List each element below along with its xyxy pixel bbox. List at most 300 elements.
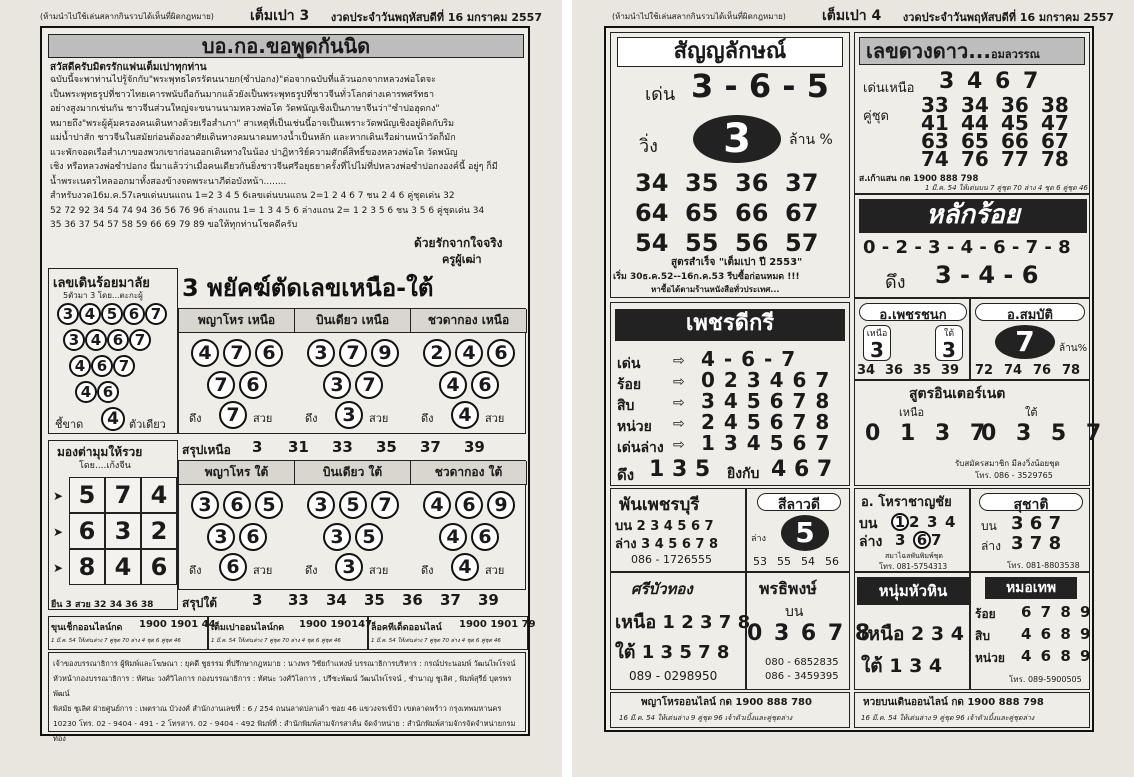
malai-chikhat: ชี้ขาด xyxy=(55,418,84,431)
grid-footer: ยืน 3 สวย 32 34 36 38 xyxy=(51,600,154,610)
petch-south-digit: 3 xyxy=(942,338,956,362)
lakroi-sequence: 0 - 2 - 3 - 4 - 6 - 7 - 8 xyxy=(863,237,1071,258)
tiger-digit: 7 xyxy=(355,371,383,399)
tiger-digit: 3 xyxy=(307,339,335,367)
sri-title: ศรีบัวทอง xyxy=(631,580,693,598)
text-line: ฉบับนี้จะพาท่านไปรู้จักกับ"พระพุทธไตรรัตนนายก(ซำปอกง)"ต่อจากฉบับที่แล้วนอกจากหลวงพ่อโตจะ xyxy=(50,75,436,85)
sanya-box xyxy=(610,32,850,298)
text-line: เชิง หรือหลวงพ่อซำปอกง นี่มาแล้วว่าเมื่อคนเดียวกันยิ่งชาวจีนศรีอยุธยาครั้งที่ไปไม่ที่ปหลวงพ่อซำปอกงองค์นี้ อยู่ๆ ก็มี xyxy=(50,162,498,172)
malai-digit: 3 xyxy=(57,303,79,325)
petch-number: 36 xyxy=(885,363,904,378)
signature-name: ครูผู้เฒ่า xyxy=(442,253,482,266)
sanya-promo-3: หาซื้อได้ตามร้านหนังสือทั่วประเทศ... xyxy=(651,285,780,294)
malai-box xyxy=(48,268,178,434)
intro-paragraph xyxy=(50,73,526,233)
phet-row-value: 4 - 6 - 7 xyxy=(701,347,797,371)
horat-note: สมาไฉลพันพิมพ์ชุด xyxy=(885,552,943,560)
summary-number: 39 xyxy=(478,591,499,609)
tiger-digit: 6 xyxy=(471,523,499,551)
tiger-ding-label: ดึง xyxy=(189,412,202,425)
arrow-icon: ⇨ xyxy=(673,437,685,453)
mor-tel: โทร. 089-5900505 xyxy=(1009,675,1082,684)
tiger-digit: 6 xyxy=(223,491,251,519)
header-disclaimer: (ห้ามนำไปใช้เล่นสลากกินรวบได้เห็นที่ผิดกฎหมาย) xyxy=(612,12,786,21)
phet-row-label: ร้อย xyxy=(617,377,642,393)
row-arrow-icon: ➤ xyxy=(53,489,64,503)
tiger-ding-digit: 4 xyxy=(451,553,479,581)
summary-number: 37 xyxy=(440,591,461,609)
ad-number: 1900 1901 44 xyxy=(139,619,216,630)
tiger-ding-label: ดึง xyxy=(305,564,318,577)
tiger-suay-label: สวย xyxy=(253,564,273,577)
malai-digit: 6 xyxy=(107,329,129,351)
dao-pair-number: 33 xyxy=(921,93,949,117)
phan-tel: 086 - 1726555 xyxy=(631,553,712,566)
sanya-den-label: เด่น xyxy=(645,84,676,105)
header-date: งวดประจำวันพฤหัสบดีที่ 16 มกราคม 2557 xyxy=(902,11,1114,24)
prom-title: พรธิพงษ์ xyxy=(759,579,817,598)
tiger-digit: 7 xyxy=(207,371,235,399)
tiger-digit: 6 xyxy=(239,371,267,399)
phan-title: พันเพชรบุรี xyxy=(619,495,700,515)
ad-box xyxy=(368,616,536,650)
tiger-digit: 3 xyxy=(323,371,351,399)
horat-lang-label: ล่าง xyxy=(859,534,883,550)
tiger-digit: 5 xyxy=(255,491,283,519)
page-header xyxy=(612,4,1114,26)
dao-pair-number: 41 xyxy=(921,111,949,135)
prom-tel-1: 080 - 6852835 xyxy=(765,657,839,668)
dao-den-digit: 6 xyxy=(995,69,1011,94)
tiger-digit: 5 xyxy=(339,491,367,519)
sanya-number: 34 xyxy=(635,169,669,197)
petch-number: 35 xyxy=(913,363,932,378)
credit-line: เจ้าของบรรณาธิการ ผู้พิมพ์และโฆษณา : ยุคดี ชูธรรม ที่ปรึกษากฎหมาย : นางพร วิชัยกำแหงษ์ บรรณาธิการบริหาร : กรณ์ประนอมพ์ วัฒนไพโรจน์ xyxy=(53,659,516,668)
credit-line: หัวหน้ากองบรรณาธิการ : ทัศนะ วงศ์วิไลการ กองบรรณาธิการ : ทัศนะ วงศ์วิไลการ , ปรีชะพัฒน์ วัฒนไพโรจน์ , ชำนาญ ชูเลิศ , พิมพ์สุรีย์ บุตรพรพัฒน์ xyxy=(53,674,512,698)
credit-line: พิสมัย ชูเลิศ ฝ่ายศูนย์การ : เพตราณ บัวงงศ์ สำนักงานเลขที่ : 6 / 254 ถนนลาดปลาเค้า ซอย 46 แขวงจรเข้บัว เขตลาดพร้าว กรุงเทพมหานคร xyxy=(53,704,502,713)
text-line: อย่างสูงมากเช่นกัน ชาวจีนส่วนใหญ่จะขนานนามหลวงพ่อโต วัดพนัญเชิงเป็นภาษาจีนว่า"ซำปอฮุดกง" xyxy=(50,104,440,114)
phan-box xyxy=(610,488,746,572)
grid-cell: 6 xyxy=(69,513,105,549)
phet-row-label: สิบ xyxy=(617,398,635,414)
lakroi-banner: หลักร้อย xyxy=(859,199,1087,233)
tiger-suay-label: สวย xyxy=(253,412,273,425)
sila-number: 54 xyxy=(801,555,815,568)
internet-box xyxy=(854,380,1108,486)
sombat-number: 72 xyxy=(975,363,994,378)
summary-number: 36 xyxy=(402,591,423,609)
mor-row-label: ร้อย xyxy=(975,607,996,621)
text-line: 35 36 37 54 57 58 59 66 69 79 89 ขอให้ทุกท่านโชคดีครับ xyxy=(50,220,298,230)
tiger-digit: 6 xyxy=(471,371,499,399)
grid-cell: 3 xyxy=(105,513,141,549)
tiger-ding-label: ดึง xyxy=(421,564,434,577)
tiger-ding-digit: 3 xyxy=(335,401,363,429)
dao-pair-number: 63 xyxy=(921,129,949,153)
row-arrow-icon: ➤ xyxy=(53,561,64,575)
suchat-title: สุชาติ xyxy=(979,493,1083,511)
phet-row-value: 0 2 3 4 6 7 xyxy=(701,368,831,392)
grid-cell: 8 xyxy=(69,549,105,585)
nhum-banner: หนุ่มหัวหิน xyxy=(857,577,969,605)
dao-pair-number: 66 xyxy=(1001,129,1029,153)
sombat-number: 78 xyxy=(1062,363,1081,378)
malai-digit: 7 xyxy=(113,355,135,377)
suchat-box xyxy=(970,488,1090,572)
three-tigers-title: 3 พยัคฆ์ตัดเลขเหนือ-ใต้ xyxy=(182,274,434,302)
malai-digit: 6 xyxy=(97,381,119,403)
tiger-suay-label: สวย xyxy=(369,412,389,425)
phet-row-label: หน่วย xyxy=(617,419,652,435)
horat-tel: โทร. 081-5754313 xyxy=(879,562,948,571)
sila-number: 53 xyxy=(753,555,767,568)
summary-number: 3 xyxy=(252,438,263,456)
south-table xyxy=(178,460,526,590)
phet-row-value: 1 3 4 5 6 7 xyxy=(701,431,831,455)
ad-number: 1900 190147 xyxy=(299,619,373,630)
dao-pair-label: คู่ชุด xyxy=(863,109,889,124)
petch-north-label: เหนือ xyxy=(866,329,888,339)
right-page xyxy=(572,0,1134,777)
tiger-digit: 9 xyxy=(371,339,399,367)
sri-north: เหนือ 1 2 3 7 8 xyxy=(615,612,751,633)
sombat-lan: ล้าน% xyxy=(1059,343,1088,354)
text-line: แวะพักจอดเรือสำเภาของพวกเขาก่อนออกเดินทางในน้อง ปาฏิหาริย์ความศักดิ์สิทธิ์ของหลวงพ่อโต วัดพนัญ xyxy=(50,147,458,158)
petch-number: 39 xyxy=(941,363,960,378)
sila-number: 55 xyxy=(777,555,791,568)
row-arrow-icon: ➤ xyxy=(53,525,64,539)
sanya-number: 65 xyxy=(685,199,719,227)
bottom-ad-right-text: หวยบนเดินออนไลน์ กด 1900 888 798 xyxy=(863,697,1044,708)
dao-pair-number: 38 xyxy=(1041,93,1069,117)
grid-cell: 2 xyxy=(141,513,177,549)
sri-box xyxy=(610,572,751,690)
tiger-suay-label: สวย xyxy=(485,412,505,425)
internet-south-label: ใต้ xyxy=(1025,406,1038,419)
petch-south-box xyxy=(935,325,963,361)
tiger-column-header: บินเดียว ใต้ xyxy=(295,461,411,485)
ad-text: ล็อคทีเด็ดออนไลน์ xyxy=(371,623,442,633)
malai-digit: 4 xyxy=(79,303,101,325)
sombat-title: อ.สมบัติ xyxy=(975,303,1085,321)
nhum-box xyxy=(854,572,970,690)
petch-number: 34 xyxy=(857,363,876,378)
mor-row-label: สิบ xyxy=(975,629,990,643)
dao-den-label: เด่นเหนือ xyxy=(863,81,915,96)
nhum-south: ใต้ 1 3 4 xyxy=(861,655,943,677)
tiger-digit: 4 xyxy=(439,523,467,551)
phet-row-value: 2 4 5 6 7 8 xyxy=(701,410,831,434)
suchat-bon-label: บน xyxy=(981,519,997,533)
internet-south-value: 0 3 5 7 xyxy=(981,421,1108,446)
page-frame xyxy=(604,26,1108,732)
sila-title: สีลาวดี xyxy=(757,493,841,511)
text-line: หมายถึง"พระผู้คุ้มครองคนเดินทางด้วยเรือสำเภา" สาเหตุที่เป็นเช่นนี้อาจเป็นเพราะวัดพนัญเชิงอยู่ติดกับริม xyxy=(50,118,455,129)
tiger-ding-digit: 3 xyxy=(335,553,363,581)
sanya-number: 67 xyxy=(785,199,819,227)
sila-big-digit: 5 xyxy=(781,515,829,551)
tiger-digit: 4 xyxy=(423,491,451,519)
tiger-digit: 2 xyxy=(423,339,451,367)
phet-ding-label: ดึง xyxy=(617,466,635,484)
petch-north-box xyxy=(863,325,891,361)
dao-pair-number: 74 xyxy=(921,147,949,171)
sanya-number: 54 xyxy=(635,229,669,257)
phan-bon: บน 2 3 4 5 6 7 xyxy=(615,519,714,534)
horat-bon-label: บน xyxy=(859,516,878,532)
prom-box xyxy=(746,572,873,690)
dao-pair-number: 76 xyxy=(961,147,989,171)
tiger-digit: 3 xyxy=(307,491,335,519)
mor-banner: หมอเทพ xyxy=(985,577,1077,599)
phet-ding-value: 1 3 5 xyxy=(649,457,711,482)
summary-number: 33 xyxy=(288,591,309,609)
dao-pair-number: 45 xyxy=(1001,111,1029,135)
mor-row-value: 6 7 8 9 xyxy=(1021,603,1093,621)
dao-banner xyxy=(859,37,1085,65)
grid-cell: 7 xyxy=(105,477,141,513)
ad-number: 1900 1901 79 xyxy=(459,619,536,630)
arrow-icon: ⇨ xyxy=(673,374,685,390)
internet-tel: โทร. 086 - 3529765 xyxy=(975,471,1053,480)
arrow-icon: ⇨ xyxy=(673,353,685,369)
malai-digit: 7 xyxy=(145,303,167,325)
dao-note: 1 มี.ค. 54 ให้เด่นบน 7 คู่ชุด 70 ล่าง 4 ชุด 6 คู่ชุด 46 xyxy=(925,184,1088,192)
sanya-number: 64 xyxy=(635,199,669,227)
dao-pair-number: 67 xyxy=(1041,129,1069,153)
text-line: เป็นพระพุทธรูปที่ชาวไทยเคารพนับถือกันมากแล้วยังเป็นพระพุทธรูปที่ชาวจีนทั่วโลกต่างเคารพศรัทธา xyxy=(50,89,435,100)
horat-lang-digit: 6 xyxy=(913,531,931,549)
nhum-north: เหนือ 2 3 4 xyxy=(861,623,964,645)
tiger-digit: 4 xyxy=(191,339,219,367)
bottom-ad-left-text: พญาโหรออนไลน์ กด 1900 888 780 xyxy=(641,697,812,708)
tiger-digit: 4 xyxy=(439,371,467,399)
sanya-number: 56 xyxy=(735,229,769,257)
sanya-promo-2: เริ่ม 30ธ.ค.52--16ก.ค.53 รีบซื้อก่อนหมด !!! xyxy=(613,272,800,282)
dao-author: อมลวรรณ xyxy=(991,48,1040,61)
sanya-title: สัญญลักษณ์ xyxy=(617,37,843,67)
grid-cell: 4 xyxy=(141,477,177,513)
summary-number: 35 xyxy=(376,438,397,456)
tiger-column-header: ชวดากอง เหนือ xyxy=(411,309,527,333)
tiger-digit: 7 xyxy=(223,339,251,367)
phan-lang: ล่าง 3 4 5 6 7 8 xyxy=(615,537,719,552)
internet-title: สูตรอินเตอร์เนต xyxy=(909,386,1006,402)
arrow-icon: ⇨ xyxy=(673,395,685,411)
left-page xyxy=(0,0,562,777)
tiger-ding-label: ดึง xyxy=(421,412,434,425)
tiger-ding-digit: 6 xyxy=(219,553,247,581)
malai-subtitle: 5ตัวมา 3 โดย...ตะกะผู้ xyxy=(63,291,143,300)
grid-subtitle: โดย....เก้งจีน xyxy=(79,461,131,471)
text-line: น้ำพระเนตรไหลออกมาทั้งสองข้างจดพระนาภีต่อบังหน้า........ xyxy=(50,176,287,187)
text-line: สำหรับงวด16ม.ค.57เลขเด่นบนแถน 1=2 3 4 5 6เลขเด่นบนแถน 2=1 2 4 6 7 ชน 2 4 6 คู่ชุดเด่น 32 xyxy=(50,191,455,201)
sombat-big-digit: 7 xyxy=(995,325,1055,359)
phet-ying-value: 4 6 7 xyxy=(771,457,833,482)
sanya-number: 66 xyxy=(735,199,769,227)
lakroi-ding-label: ดึง xyxy=(885,272,906,293)
ad-text: ขุนเช็กออนไลน์กด xyxy=(51,623,123,633)
petch-title: อ.เพชรชนก xyxy=(859,303,967,321)
malai-digit: 4 xyxy=(85,329,107,351)
page-frame xyxy=(40,26,536,743)
tiger-ding-label: ดึง xyxy=(189,564,202,577)
bottom-ad-right xyxy=(854,692,1090,728)
malai-digit: 6 xyxy=(91,355,113,377)
internet-north-label: เหนือ xyxy=(899,406,925,419)
sri-south: ใต้ 1 3 5 7 8 xyxy=(615,642,730,663)
sanya-number: 37 xyxy=(785,169,819,197)
summary-number: 37 xyxy=(420,438,441,456)
bottom-ad-right-sub: 16 มี.ค. 54 ให้เด่นล่าง 9 คู่ชุด 96 เจ้าตัวเบิ้งและคู่ชุดล่าง xyxy=(861,714,1035,722)
tiger-suay-label: สวย xyxy=(369,564,389,577)
summary-number: 35 xyxy=(364,591,385,609)
summary-number: 34 xyxy=(326,591,347,609)
grid-cell: 6 xyxy=(141,549,177,585)
text-line: แม่น้ำปาสัก ชาวจีนในสมัยก่อนต้องอาศัยเดินทางคมนาคมทางน้ำเป็นหลัก และหากเดินเรือผ่านหน้าวัดก็มัก xyxy=(50,133,456,143)
sanya-promo-1: สูตรสำเร็จ "เต็มเปา ปี 2553" xyxy=(671,257,803,268)
credit-line: 10230 โทร. 02 - 9404 - 491 - 2 โทรสาร. 02 - 9404 - 492 พิมพ์ที่ : สำนักพิมพ์สามจักรสาส์น จัดจำหน่าย : สำนักพิมพ์สามจักรจัดจำหน่ายกรมท่อง xyxy=(53,719,516,743)
ad-box xyxy=(48,616,216,650)
sanya-den-value: 3 - 6 - 5 xyxy=(691,67,829,105)
bottom-ad-left xyxy=(610,692,850,728)
malai-single-label: ตัวเดียว xyxy=(129,418,166,431)
south-summary-label: สรุปใต้ xyxy=(182,596,218,610)
dao-den-digit: 3 xyxy=(939,69,955,94)
horat-box xyxy=(854,488,970,572)
ad-note: 1 มี.ค. 54 ให้เด่นล่าง 7 คู่ชุด 70 ล่าง 4 ชุด 6 คู่ชุด 46 xyxy=(371,638,501,644)
dao-pair-number: 47 xyxy=(1041,111,1069,135)
sri-tel: 089 - 0298950 xyxy=(629,669,718,683)
horat-bon-digit: 1 xyxy=(891,513,909,531)
sanya-number: 35 xyxy=(685,169,719,197)
header-date: งวดประจำวันพฤหัสบดีที่ 16 มกราคม 2557 xyxy=(330,11,542,24)
horat-lang-digit: 3 xyxy=(895,531,906,549)
tiger-digit: 5 xyxy=(355,523,383,551)
tiger-ding-digit: 4 xyxy=(451,401,479,429)
text-line: 52 72 92 34 54 74 94 36 56 76 96 ล่างแถน 1= 1 3 4 5 6 ล่างแถน 2= 1 2 3 5 6 ชน 3 5 6 คู่ชุดเด่น 34 xyxy=(50,205,485,216)
sila-lang: ล่าง xyxy=(751,534,766,544)
tiger-digit: 6 xyxy=(487,339,515,367)
sanya-lan-label: ล้าน % xyxy=(789,132,833,148)
petch-north-digit: 3 xyxy=(870,338,884,362)
sanya-number: 57 xyxy=(785,229,819,257)
petch-box xyxy=(854,298,970,380)
header-title: เต็มเปา 3 xyxy=(250,8,310,24)
signature-line: ด้วยรักจากใจจริง xyxy=(414,236,503,250)
malai-title: เลขเดินร้อยมาลัย xyxy=(53,276,150,291)
phet-row-label: เด่นล่าง xyxy=(617,440,664,456)
horat-bon-digit: 4 xyxy=(945,513,956,531)
tiger-ding-label: ดึง xyxy=(305,412,318,425)
phet-ying-label: ยิงกับ xyxy=(727,466,760,482)
ad-note: 1 มี.ค. 54 ให้เด่นล่าง 7 คู่ชุด 70 ล่าง 4 ชุด 6 คู่ชุด 46 xyxy=(211,638,341,644)
internet-north-value: 0 1 3 7 xyxy=(865,421,992,446)
phet-row-label: เด่น xyxy=(617,356,641,372)
tiger-digit: 3 xyxy=(207,523,235,551)
ad-text: เต็มเปาออนไลน์กด xyxy=(211,623,285,633)
grid-title: มองต่ามุมให้รวย xyxy=(57,445,143,459)
credits-footer xyxy=(48,652,526,743)
grid-cell: 5 xyxy=(69,477,105,513)
phet-banner: เพชรดีกรี xyxy=(615,309,845,341)
horat-bon-digit: 2 xyxy=(909,513,920,531)
phet-row-value: 3 4 5 6 7 8 xyxy=(701,389,831,413)
sila-box xyxy=(746,488,850,572)
grid-cell: 4 xyxy=(105,549,141,585)
tiger-suay-label: สวย xyxy=(485,564,505,577)
dao-pair-number: 78 xyxy=(1041,147,1069,171)
tiger-column-header: ชวดากอง ใต้ xyxy=(411,461,527,485)
lakroi-ding-value: 3 - 4 - 6 xyxy=(935,261,1039,289)
summary-number: 33 xyxy=(332,438,353,456)
dao-pair-number: 77 xyxy=(1001,147,1029,171)
tiger-column-header: บินเดียว เหนือ xyxy=(295,309,411,333)
malai-digit: 6 xyxy=(123,303,145,325)
dao-pair-number: 44 xyxy=(961,111,989,135)
phet-box xyxy=(610,302,850,486)
malai-digit: 5 xyxy=(101,303,123,325)
horat-lang-digit: 7 xyxy=(931,531,942,549)
horat-title: อ. โหราชาญชัย xyxy=(861,495,952,510)
sila-number: 56 xyxy=(825,555,839,568)
suchat-lang-label: ล่าง xyxy=(981,539,1001,553)
horat-bon-digit: 3 xyxy=(927,513,938,531)
dao-pair-number: 36 xyxy=(1001,93,1029,117)
sombat-box xyxy=(970,298,1090,380)
tiger-digit: 6 xyxy=(455,491,483,519)
section-banner: บอ.กอ.ขอพูดกันนิด xyxy=(48,34,524,58)
dao-box xyxy=(854,32,1090,194)
tiger-digit: 7 xyxy=(339,339,367,367)
malai-digit: 4 xyxy=(75,381,97,403)
prom-numbers: 0 3 6 7 8 xyxy=(747,621,873,646)
sombat-number: 74 xyxy=(1004,363,1023,378)
ad-box xyxy=(208,616,373,650)
page-header xyxy=(40,4,542,26)
malai-digit: 3 xyxy=(63,329,85,351)
tiger-digit: 6 xyxy=(255,339,283,367)
bottom-ad-left-sub: 16 มี.ค. 54 ให้เด่นล่าง 9 คู่ชุด 96 เจ้าตัวเบิ้งและคู่ชุดล่าง xyxy=(619,714,793,722)
summary-number: 3 xyxy=(252,591,263,609)
suchat-lang-value: 3 7 8 xyxy=(1011,533,1062,554)
prom-bon: บน xyxy=(785,604,804,620)
sanya-number: 36 xyxy=(735,169,769,197)
summary-number: 39 xyxy=(464,438,485,456)
mor-box xyxy=(970,572,1093,690)
north-table xyxy=(178,308,526,434)
mor-row-label: หน่วย xyxy=(975,651,1005,665)
sombat-number: 76 xyxy=(1033,363,1052,378)
mor-row-value: 4 6 8 9 xyxy=(1021,625,1093,643)
malai-single-digit: 4 xyxy=(101,407,125,431)
dao-den-digit: 4 xyxy=(967,69,983,94)
arrow-icon: ⇨ xyxy=(673,416,685,432)
dao-pair-number: 34 xyxy=(961,93,989,117)
suchat-tel: โทร. 081-8803538 xyxy=(1007,561,1080,570)
tiger-digit: 7 xyxy=(371,491,399,519)
tiger-digit: 6 xyxy=(239,523,267,551)
sanya-big-digit: 3 xyxy=(693,115,781,163)
header-title: เต็มเปา 4 xyxy=(822,8,882,24)
mor-row-value: 4 6 8 9 xyxy=(1021,647,1093,665)
malai-digit: 7 xyxy=(129,329,151,351)
north-summary-label: สรุปเหนือ xyxy=(182,443,231,457)
petch-south-label: ใต้ xyxy=(943,329,955,339)
tiger-column-header: พญาโหร เหนือ xyxy=(179,309,295,333)
malai-digit: 4 xyxy=(69,355,91,377)
sanya-wing-label: วิ่ง xyxy=(639,136,658,157)
